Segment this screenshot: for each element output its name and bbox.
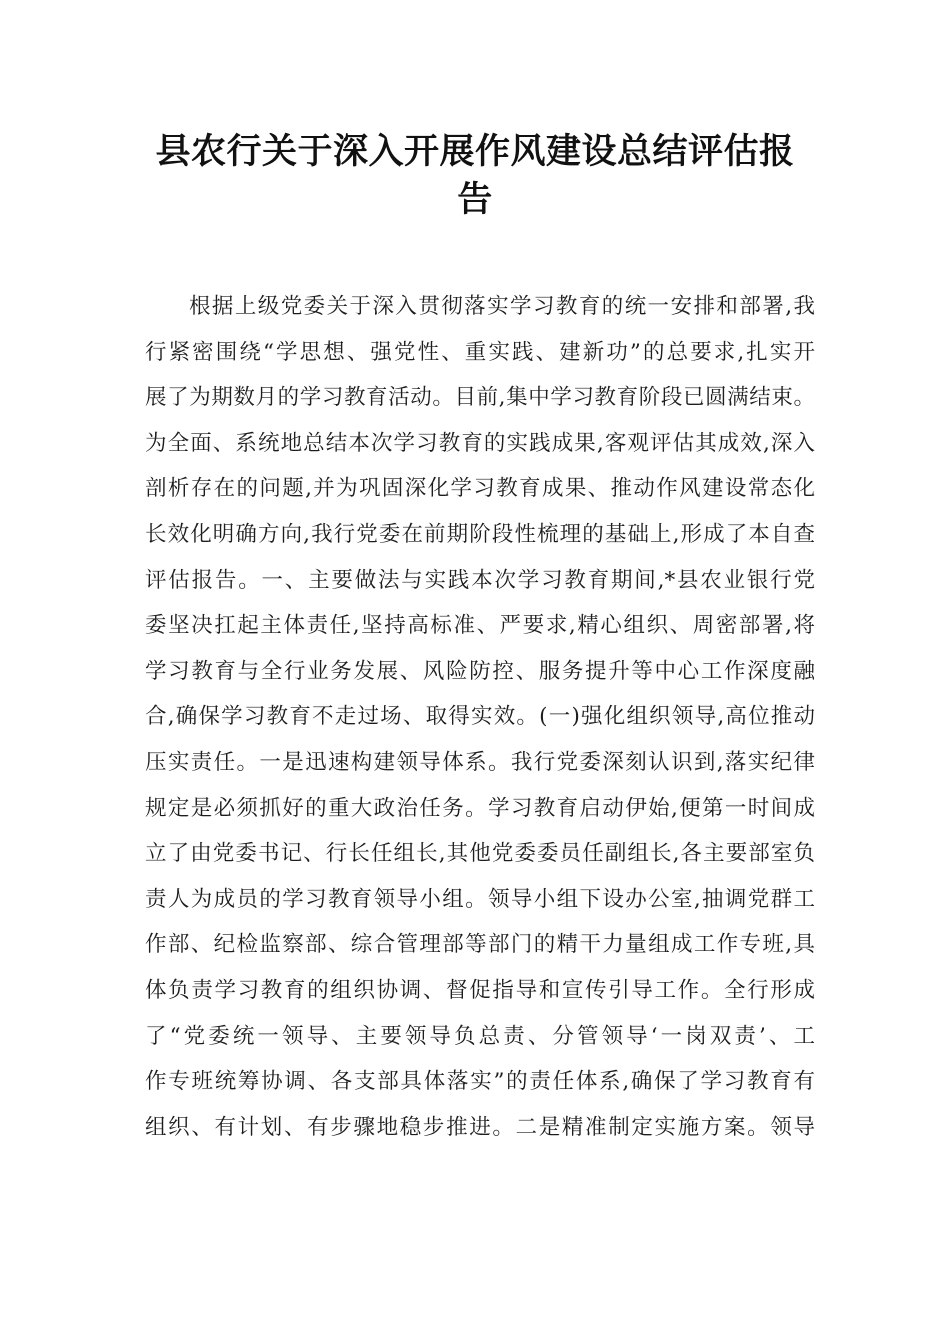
body-line: 合,确保学习教育不走过场、取得实效。(一)强化组织领导,高位推动	[145, 704, 815, 730]
body-line: 学习教育与全行业务发展、风险防控、服务提升等中心工作深度融	[145, 658, 815, 684]
body-line: 长效化明确方向,我行党委在前期阶段性梳理的基础上,形成了本自查	[145, 521, 815, 547]
title-line: 告	[457, 180, 493, 220]
body-line: 立了由党委书记、行长任组长,其他党委委员任副组长,各主要部室负	[145, 841, 815, 867]
body-line: 了“党委统一领导、主要领导负总责、分管领导‘一岗双责’、工	[145, 1023, 815, 1049]
document-body	[145, 284, 815, 1150]
body-line: 压实责任。一是迅速构建领导体系。我行党委深刻认识到,落实纪律	[145, 749, 815, 775]
body-line: 委坚决扛起主体责任,坚持高标准、严要求,精心组织、周密部署,将	[145, 613, 815, 639]
body-line: 剖析存在的问题,并为巩固深化学习教育成果、推动作风建设常态化	[145, 476, 815, 502]
body-line: 组织、有计划、有步骤地稳步推进。二是精准制定实施方案。领导	[145, 1114, 815, 1140]
body-line: 展了为期数月的学习教育活动。目前,集中学习教育阶段已圆满结束。	[145, 385, 815, 411]
body-line: 规定是必须抓好的重大政治任务。学习教育启动伊始,便第一时间成	[145, 795, 815, 821]
title-line: 县农行关于深入开展作风建设总结评估报	[155, 132, 795, 172]
document-title	[140, 128, 810, 224]
body-line: 评估报告。一、主要做法与实践本次学习教育期间,*县农业银行党	[145, 567, 815, 593]
body-line: 责人为成员的学习教育领导小组。领导小组下设办公室,抽调党群工	[145, 886, 815, 912]
body-line: 行紧密围绕“学思想、强党性、重实践、建新功”的总要求,扎实开	[145, 339, 815, 365]
body-line: 为全面、系统地总结本次学习教育的实践成果,客观评估其成效,深入	[145, 430, 815, 456]
body-line: 体负责学习教育的组织协调、督促指导和宣传引导工作。全行形成	[145, 977, 815, 1003]
body-line: 根据上级党委关于深入贯彻落实学习教育的统一安排和部署,我	[189, 294, 815, 319]
body-line: 作专班统筹协调、各支部具体落实”的责任体系,确保了学习教育有	[145, 1069, 815, 1095]
body-line: 作部、纪检监察部、综合管理部等部门的精干力量组成工作专班,具	[145, 932, 815, 958]
